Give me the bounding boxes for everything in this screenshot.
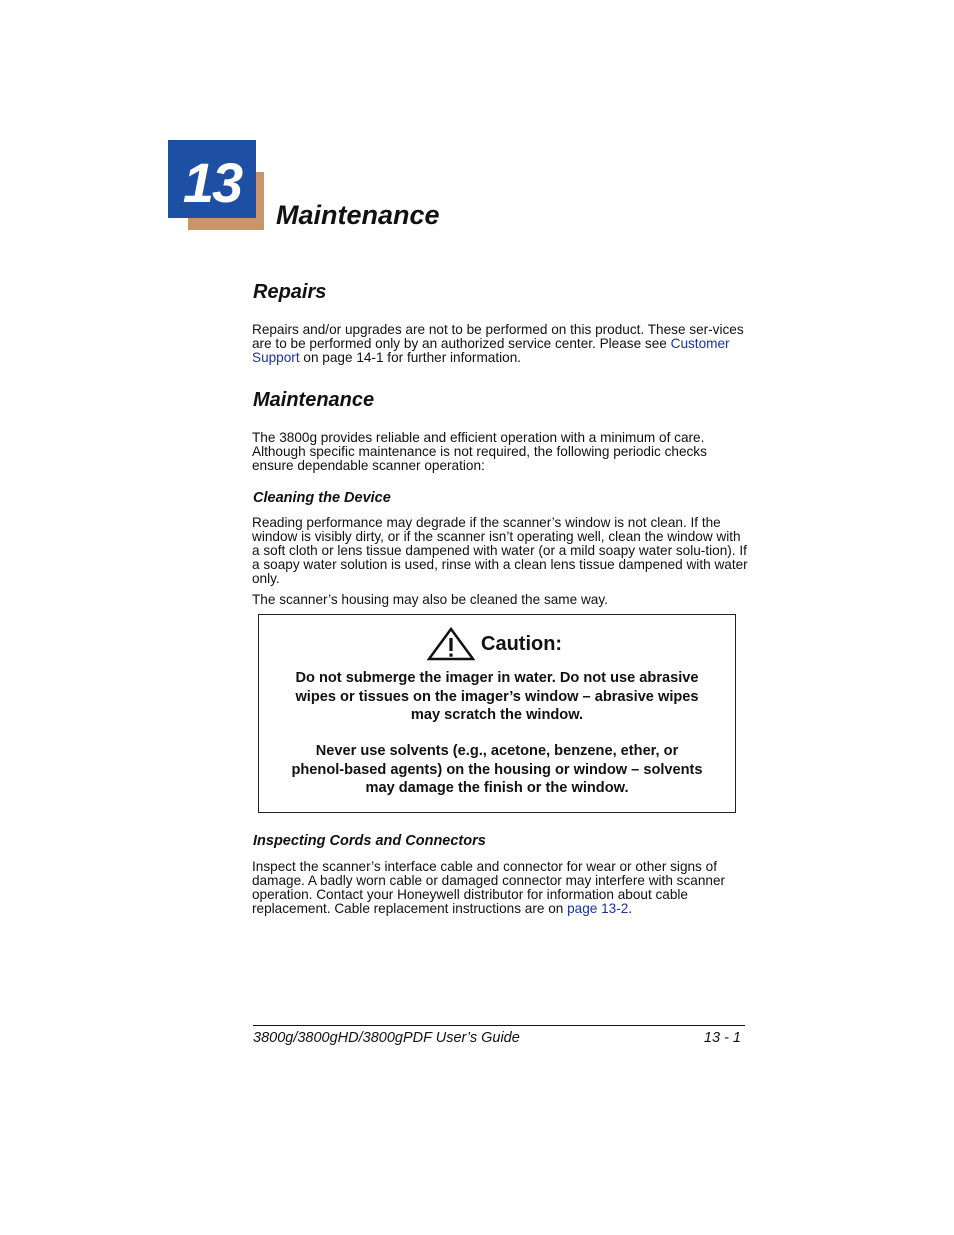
maintenance-heading: Maintenance bbox=[253, 389, 375, 411]
caution-label: Caution: bbox=[481, 632, 563, 655]
inspecting-text-end: . bbox=[628, 901, 633, 916]
caution-header bbox=[427, 627, 562, 661]
footer-rule bbox=[253, 1025, 745, 1026]
customer-support-link[interactable]: Customer Support bbox=[252, 336, 730, 365]
inspecting-paragraph bbox=[252, 860, 748, 916]
page-13-2-link[interactable]: page 13-2 bbox=[567, 901, 629, 916]
cleaning-paragraph: Reading performance may degrade if the scanner’s window is not clean. If the window is visibly dirty, or if the scanner isn’t operating well, clean the window with a soft cloth or lens tissue dampened with water (or a mild soapy water solu-tion). If a soapy water solution is used, rinse with a clean lens tissue dampened with water only. bbox=[252, 515, 748, 586]
warning-triangle-icon bbox=[427, 627, 475, 661]
footer-page-number: 13 - 1 bbox=[703, 1030, 741, 1046]
chapter-title: Maintenance bbox=[276, 200, 440, 230]
housing-paragraph: The scanner’s housing may also be cleaned the same way. bbox=[252, 592, 608, 607]
inspecting-text-start: Inspect the scanner’s interface cable and connector for wear or other signs of damage. A badly worn cable or damaged connector may interfere with scanner operation. Contact your Honeywell distributor for information about cable replacement. Cable replacement instructions are on bbox=[252, 859, 726, 916]
caution-text-solvents: Never use solvents (e.g., acetone, benzene, ether, or phenol-based agents) on the housing or window – solvents may damage the finish or the window. bbox=[291, 743, 703, 796]
repairs-text-end: on page 14-1 for further information. bbox=[299, 350, 522, 365]
maintenance-intro: The 3800g provides reliable and efficient operation with a minimum of care. Although specific maintenance is not required, the following periodic checks ensure dependable scanner operation: bbox=[252, 430, 707, 473]
repairs-heading: Repairs bbox=[253, 281, 327, 303]
footer-guide-title: 3800g/3800gHD/3800gPDF User’s Guide bbox=[253, 1030, 520, 1046]
cleaning-heading: Cleaning the Device bbox=[253, 490, 391, 506]
repairs-text-start: Repairs and/or upgrades are not to be performed on this product. These ser-vices are to be performed only by an authorized service center. Please see bbox=[252, 322, 744, 351]
inspecting-heading: Inspecting Cords and Connectors bbox=[253, 833, 486, 849]
caution-text-submerge: Do not submerge the imager in water. Do not use abrasive wipes or tissues on the imager’s window – abrasive wipes may scratch the window. bbox=[295, 670, 699, 723]
caution-box bbox=[258, 614, 736, 813]
repairs-paragraph bbox=[252, 323, 748, 365]
chapter-number: 13 bbox=[182, 151, 242, 214]
chapter-number-badge bbox=[168, 140, 256, 218]
